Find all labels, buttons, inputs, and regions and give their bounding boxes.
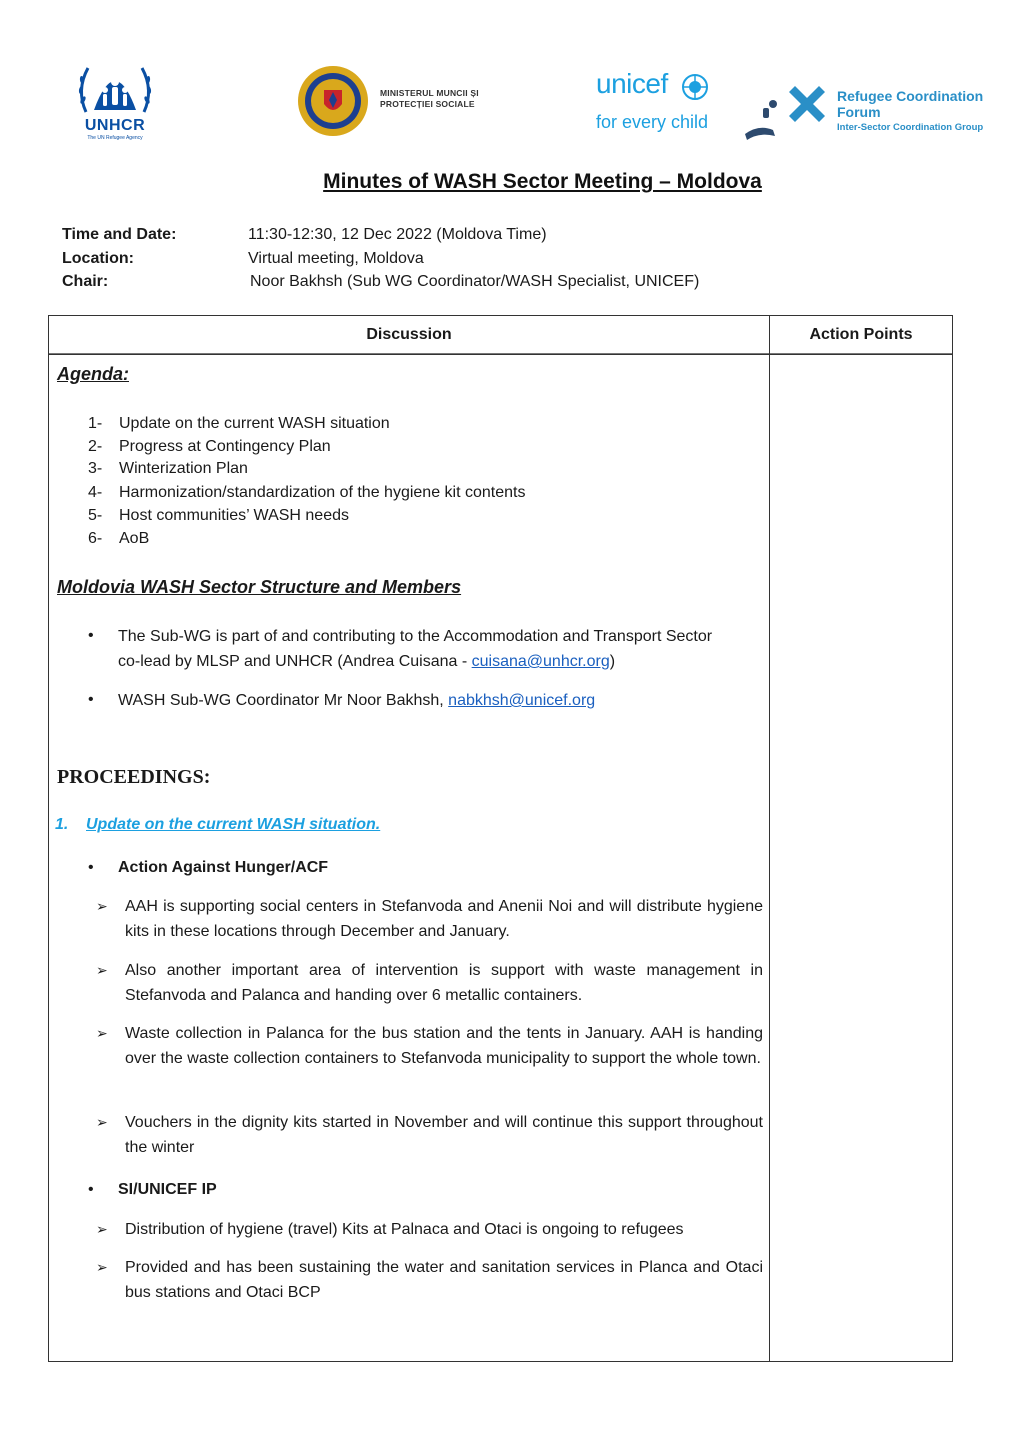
unicef-tagline: for every child: [596, 112, 709, 132]
unhcr-tagline: The UN Refugee Agency: [87, 135, 143, 141]
bullet-icon: •: [88, 859, 94, 876]
arrow-icon: ➢: [96, 1259, 108, 1275]
bullet-icon: •: [88, 691, 94, 708]
table-header-row: [49, 316, 952, 355]
org-si-unicef-heading: SI/UNICEF IP: [118, 1181, 217, 1198]
time-label: Time and Date:: [62, 226, 177, 243]
rcf-title: Refugee Coordination Forum: [837, 88, 984, 120]
ministry-name: MINISTERUL MUNCII ȘI PROTECȚIEI SOCIALE: [380, 88, 479, 109]
chair-value: Noor Bakhsh (Sub WG Coordinator/WASH Specialist, UNICEF): [250, 273, 700, 290]
agenda-item: 2- Progress at Contingency Plan: [88, 438, 331, 455]
si-point-1: Distribution of hygiene (travel) Kits at Palnaca and Otaci is ongoing to refugees: [125, 1221, 684, 1238]
bullet-icon: •: [88, 627, 94, 644]
structure-bullet-2: WASH Sub-WG Coordinator Mr Noor Bakhsh, nabkhsh@unicef.org: [118, 692, 596, 709]
arrow-icon: ➢: [96, 1114, 108, 1130]
ministry-logo: [296, 64, 506, 138]
ministry-seal-icon: [296, 64, 370, 138]
document-title: Minutes of WASH Sector Meeting – Moldova: [323, 170, 762, 193]
globe-icon: [680, 72, 710, 102]
agenda-heading: Agenda:: [57, 364, 129, 384]
rcf-logo: [745, 82, 1015, 140]
email-link-cuisana[interactable]: cuisana@unhcr.org: [471, 653, 610, 670]
acf-point-3: Waste collection in Palanca for the bus station and the tents in January. AAH is handing over the waste collection containers to Stefanvoda municipality to support the whole town.: [125, 1025, 763, 1067]
arrow-icon: ➢: [96, 1221, 108, 1237]
si-point-2: Provided and has been sustaining the water and sanitation services in Planca and Otaci bus stations and Otaci BCP: [125, 1259, 763, 1301]
section-1-heading: 1. Update on the current WASH situation.: [55, 816, 381, 833]
bullet-icon: •: [88, 1181, 94, 1198]
column-header-action-points: Action Points: [809, 326, 913, 343]
arrow-icon: ➢: [96, 962, 108, 978]
chair-label: Chair:: [62, 273, 109, 290]
org-acf-heading: Action Against Hunger/ACF: [118, 859, 329, 876]
unhcr-wordmark: UNHCR: [84, 117, 146, 134]
arrow-icon: ➢: [96, 1025, 108, 1041]
proceedings-heading: PROCEEDINGS:: [57, 766, 211, 788]
unhcr-emblem-icon: [74, 60, 156, 118]
column-divider: [769, 316, 770, 1361]
acf-point-4: Vouchers in the dignity kits started in November and will continue this support throughout the winter: [125, 1114, 763, 1156]
unicef-wordmark: unicef: [596, 68, 668, 99]
acf-point-2: Also another important area of intervention is support with waste management in Stefanvoda and Palanca and handing over 6 metallic containers.: [125, 962, 763, 1004]
acf-point-1: AAH is supporting social centers in Stefanvoda and Anenii Noi and will distribute hygiene kits in these locations through December and January.: [125, 898, 763, 940]
rcf-emblem-icon: [745, 82, 837, 140]
email-link-nabkhsh[interactable]: nabkhsh@unicef.org: [448, 692, 596, 709]
unhcr-logo: [74, 60, 156, 142]
agenda-item: 4- Harmonization/standardization of the hygiene kit contents: [88, 484, 526, 501]
agenda-item: 3- Winterization Plan: [88, 460, 248, 477]
structure-bullet-1: The Sub-WG is part of and contributing to the Accommodation and Transport Sector co-lead by MLSP and UNHCR (Andrea Cuisana - cuisana@unhcr.org): [118, 628, 713, 670]
rcf-subtitle: Inter-Sector Coordination Group: [837, 122, 984, 133]
arrow-icon: ➢: [96, 898, 108, 914]
column-header-discussion: Discussion: [366, 326, 452, 343]
time-value: 11:30-12:30, 12 Dec 2022 (Moldova Time): [248, 226, 547, 243]
location-value: Virtual meeting, Moldova: [248, 250, 424, 267]
agenda-item: 5- Host communities’ WASH needs: [88, 507, 349, 524]
location-label: Location:: [62, 250, 134, 267]
structure-heading: Moldovia WASH Sector Structure and Members: [57, 577, 462, 597]
unicef-logo: [594, 68, 724, 138]
agenda-item: 6- AoB: [88, 530, 150, 547]
agenda-item: 1- Update on the current WASH situation: [88, 415, 390, 432]
